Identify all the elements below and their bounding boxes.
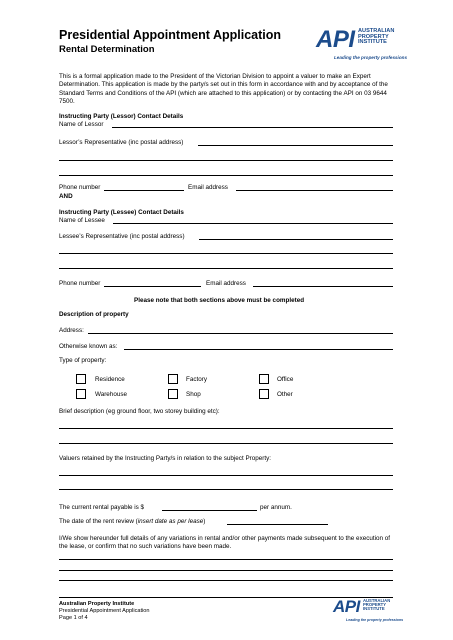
current-rent-field[interactable] — [162, 510, 257, 511]
lessor-name-field[interactable] — [112, 127, 393, 128]
completion-notice: Please note that both sections above must be completed — [134, 297, 305, 304]
page-subtitle: Rental Determination — [59, 44, 155, 55]
lessee-rep-field[interactable] — [199, 239, 393, 240]
footer-api-logo — [333, 597, 404, 624]
lessee-rep-line-3[interactable] — [59, 268, 393, 269]
footer-logo-mark: API — [333, 597, 360, 616]
footer-logo-line-3: INSTITUTE — [363, 606, 385, 612]
factory-label: Factory — [186, 376, 207, 383]
lessor-email-field[interactable] — [236, 190, 393, 191]
logo-mark: API — [316, 26, 355, 53]
lessee-phone-field[interactable] — [104, 286, 201, 287]
variations-line-2[interactable] — [59, 570, 393, 571]
lessor-phone-label: Phone number — [59, 184, 101, 191]
lessor-rep-field[interactable] — [198, 145, 393, 146]
and-label: AND — [59, 193, 73, 200]
otherwise-known-label: Otherwise known as: — [59, 343, 118, 350]
lessee-name-field[interactable] — [113, 223, 393, 224]
logo-line-1: AUSTRALIAN — [358, 28, 395, 34]
address-field[interactable] — [88, 333, 393, 334]
brief-description-line-1[interactable] — [59, 428, 393, 429]
footer-logo-line-2: PROPERTY — [363, 602, 387, 608]
variations-line-3[interactable] — [59, 580, 393, 581]
lessor-rep-line-3[interactable] — [59, 175, 393, 176]
residence-checkbox[interactable] — [76, 374, 86, 384]
rent-review-field[interactable] — [227, 524, 328, 525]
lessee-heading: Instructing Party (Lessee) Contact Details — [59, 209, 184, 216]
lessor-rep-label: Lessor’s Representative (inc postal address) — [59, 139, 184, 146]
footer-page: Page 1 of 4 — [59, 615, 88, 621]
property-type-label: Type of property: — [59, 357, 107, 364]
property-heading: Description of property — [59, 311, 129, 318]
other-label: Other — [277, 391, 293, 398]
lessee-phone-label: Phone number — [59, 280, 101, 287]
logo-words — [358, 29, 394, 46]
lessee-rep-label: Lessee’s Representative (inc postal address) — [59, 233, 185, 240]
lessee-rep-line-2[interactable] — [59, 253, 393, 254]
lessee-email-label: Email address — [206, 280, 246, 287]
current-rent-label: The current rental payable is $ — [59, 504, 145, 511]
rent-review-prefix: The date of the rent review ( — [59, 518, 138, 525]
brief-description-label: Brief description (eg ground floor, two storey building etc): — [59, 408, 220, 415]
footer-logo-line-1: AUSTRALIAN — [363, 598, 391, 603]
page-title: Presidential Appointment Application — [59, 28, 282, 42]
factory-checkbox[interactable] — [168, 374, 178, 384]
intro-paragraph: This is a formal application made to the President of the Victorian Division to appoint a valuer to make an Expert Determination. This application is made by the party/s set out in this form in accordance with and by acceptance of the Standard Terms and Conditions of the API (which are attached to this application) or by contacting the API on 03 9644 7500. — [59, 73, 388, 106]
footer-doc: Presidential Appointment Application — [59, 608, 150, 614]
valuers-line-1[interactable] — [59, 475, 393, 476]
rent-review-label — [59, 518, 205, 526]
warehouse-label: Warehouse — [95, 391, 127, 398]
residence-label: Residence — [95, 376, 125, 383]
rent-review-suffix: ) — [203, 518, 206, 525]
per-annum-label: per annum. — [260, 504, 292, 511]
lessor-phone-field[interactable] — [104, 190, 184, 191]
lessor-heading: Instructing Party (Lessor) Contact Details — [59, 113, 184, 120]
address-label: Address: — [59, 327, 84, 334]
rent-review-italic: insert date as per lease — [137, 518, 204, 525]
valuers-label: Valuers retained by the Instructing Party/s in relation to the subject Property: — [59, 455, 271, 462]
footer-logo-words — [363, 599, 390, 612]
variations-line-1[interactable] — [59, 559, 393, 560]
logo-line-2: PROPERTY — [358, 33, 389, 40]
footer-org: Australian Property Institute — [59, 601, 135, 607]
variations-statement: I/We show hereunder full details of any variations in rental and/or other payments made subsequent to the execution of the lease, or confirm that no such variations have been made. — [59, 535, 391, 551]
lessor-name-label: Name of Lessor — [59, 121, 104, 128]
other-checkbox[interactable] — [259, 389, 269, 399]
lessor-email-label: Email address — [188, 184, 228, 191]
valuers-line-2[interactable] — [59, 489, 393, 490]
warehouse-checkbox[interactable] — [76, 389, 86, 399]
office-checkbox[interactable] — [259, 374, 269, 384]
shop-label: Shop — [186, 391, 201, 398]
lessor-rep-line-2[interactable] — [59, 160, 393, 161]
logo-line-3: INSTITUTE — [358, 39, 387, 46]
lessee-email-field[interactable] — [253, 286, 393, 287]
footer-logo-tagline: Leading the property professions — [346, 618, 404, 622]
logo-tagline: Leading the property professions — [334, 55, 407, 60]
lessee-name-label: Name of Lessee — [59, 217, 105, 224]
office-label: Office — [277, 376, 294, 383]
otherwise-known-field[interactable] — [124, 349, 393, 350]
brief-description-line-2[interactable] — [59, 443, 393, 444]
api-logo — [316, 26, 407, 63]
shop-checkbox[interactable] — [168, 389, 178, 399]
